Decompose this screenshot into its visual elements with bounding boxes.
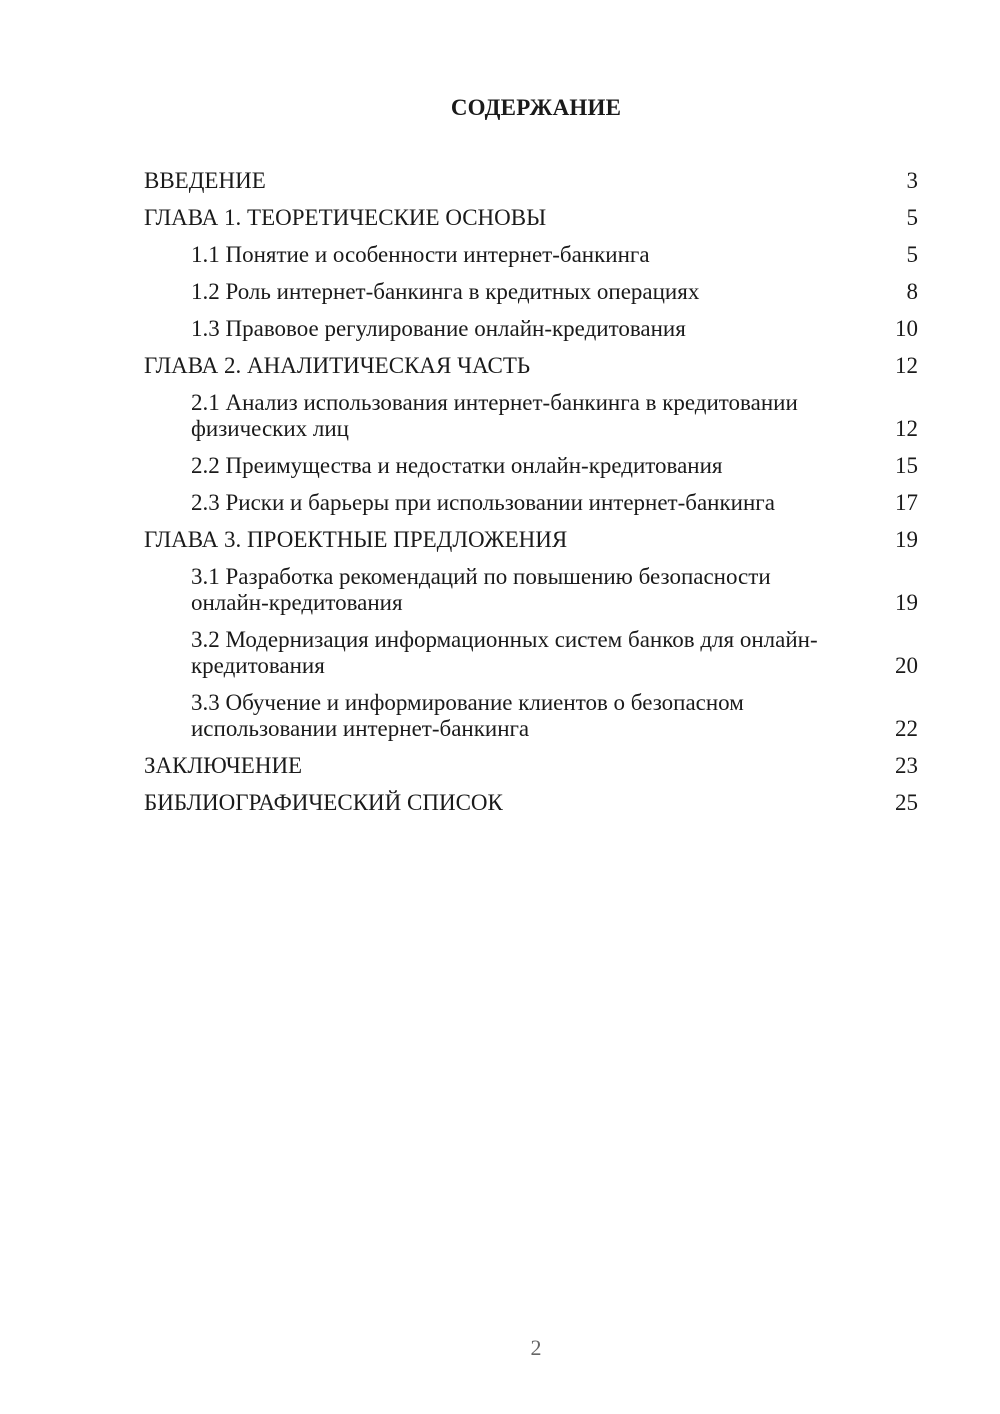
toc-entry-page: 15 [895,453,918,478]
toc-entry-title: ВВЕДЕНИЕ [144,168,266,193]
toc-entry-title: 1.3 Правовое регулирование онлайн-кредитования [191,316,686,341]
toc-entry-page: 19 [895,590,918,615]
toc-entry-title: 3.3 Обучение и информирование клиентов о безопасном использовании интернет-банкинга [191,690,744,741]
toc-entry-page: 25 [895,790,918,815]
toc-entry-page: 5 [906,205,918,230]
toc-entry-section-3-2 [144,627,918,679]
toc-entry-title: ГЛАВА 3. ПРОЕКТНЫЕ ПРЕДЛОЖЕНИЯ [144,527,568,552]
toc-entry-page: 12 [895,353,918,378]
toc-entry-page: 20 [895,653,918,678]
toc-entry-chapter-1 [144,205,918,231]
toc-entry-title: 3.1 Разработка рекомендаций по повышению безопасности онлайн-кредитования [191,564,771,615]
toc-entry-introduction [144,168,918,194]
toc-entry-title: 2.1 Анализ использования интернет-банкинга в кредитовании физических лиц [191,390,798,441]
toc-entry-title: 3.2 Модернизация информационных систем банков для онлайн-кредитования [191,627,818,678]
toc-entry-page: 5 [906,242,918,267]
toc-entry-page: 19 [895,527,918,552]
toc-entry-bibliography [144,790,918,816]
toc-entry-section-1-2 [144,279,918,305]
toc-entry-title: 1.1 Понятие и особенности интернет-банкинга [191,242,650,267]
toc-entry-conclusion [144,753,918,779]
toc-entry-section-2-3 [144,490,918,516]
toc-entry-chapter-3 [144,527,918,553]
toc-entry-title: ГЛАВА 2. АНАЛИТИЧЕСКАЯ ЧАСТЬ [144,353,531,378]
toc-entry-title: 1.2 Роль интернет-банкинга в кредитных операциях [191,279,700,304]
table-of-contents [144,168,918,827]
toc-entry-page: 22 [895,716,918,741]
toc-entry-title: 2.2 Преимущества и недостатки онлайн-кредитования [191,453,723,478]
toc-entry-chapter-2 [144,353,918,379]
toc-entry-page: 3 [906,168,918,193]
toc-entry-page: 12 [895,416,918,441]
page-title: СОДЕРЖАНИЕ [450,95,622,120]
toc-entry-title: БИБЛИОГРАФИЧЕСКИЙ СПИСОК [144,790,503,815]
toc-entry-title: ЗАКЛЮЧЕНИЕ [144,753,303,778]
toc-entry-section-2-2 [144,453,918,479]
page-number: 2 [530,1335,542,1360]
toc-entry-title: 2.3 Риски и барьеры при использовании интернет-банкинга [191,490,775,515]
toc-entry-section-3-3 [144,690,918,742]
toc-entry-page: 8 [906,279,918,304]
toc-entry-section-2-1 [144,390,918,442]
toc-entry-section-1-3 [144,316,918,342]
toc-entry-title: ГЛАВА 1. ТЕОРЕТИЧЕСКИЕ ОСНОВЫ [144,205,547,230]
toc-entry-page: 23 [895,753,918,778]
toc-entry-section-3-1 [144,564,918,616]
toc-entry-section-1-1 [144,242,918,268]
toc-entry-page: 17 [895,490,918,515]
toc-entry-page: 10 [895,316,918,341]
